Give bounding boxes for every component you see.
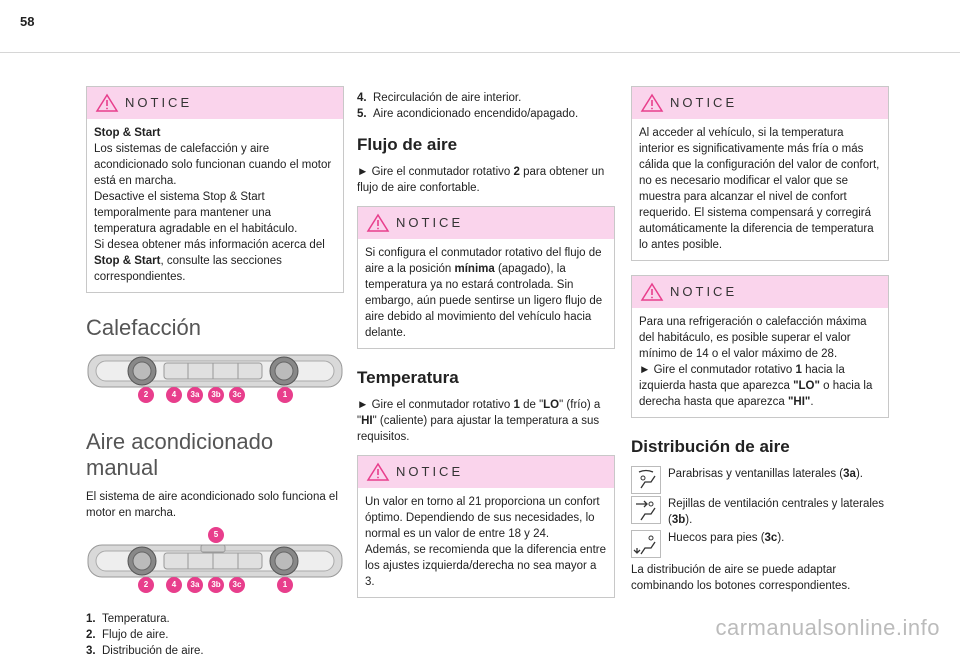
warning-icon [95, 93, 119, 113]
notice-stop-start: NOTICE Stop & Start Los sistemas de calefacción y aire acondicionado solo funcionan cuando el motor está en marcha. Desactive el sistema Stop & Start temporalmente para mantener una temperatura agradable en el habitáculo. Si desea obtener más información acerca del Stop & Start, consulte las secciones correspondientes. [86, 86, 344, 293]
notice-header [632, 276, 888, 308]
list-item: 3. Distribución de aire. [86, 645, 204, 657]
heading-air-flow: Flujo de aire [357, 135, 458, 154]
callout-badge: 5 [208, 527, 224, 543]
page-number: 58 [20, 14, 35, 29]
footwell-airflow-icon [631, 530, 661, 558]
warning-icon [366, 213, 390, 233]
warning-icon [640, 282, 664, 302]
distribution-windscreen: Parabrisas y ventanillas laterales (3a). [631, 466, 889, 494]
notice-label: NOTICE [396, 215, 464, 230]
temp-text: ► Gire el conmutador rotativo 1 de "LO" (frío) a "HI" (caliente) para ajustar la temperatura a sus requisitos. [357, 399, 601, 443]
notice-text: Los sistemas de calefacción y aire acondicionado solo funcionan cuando el motor está en marcha. [94, 143, 332, 187]
callout-badge: 2 [138, 577, 154, 593]
list-item: 5. Aire acondicionado encendido/apagado. [357, 108, 579, 120]
callout-badge: 1 [277, 577, 293, 593]
notice-text: ► Gire el conmutador rotativo 1 hacia la izquierda hasta que aparezca "LO" o hacia la derecha hasta que aparezca "HI". [639, 364, 873, 408]
notice-title: Stop & Start [94, 127, 161, 139]
notice-label: NOTICE [670, 95, 738, 110]
notice-text: Además, se recomienda que la diferencia entre los ajustes izquierda/derecha no sea mayor a 3. [365, 544, 607, 588]
notice-header [358, 207, 614, 239]
distribution-text: La distribución de aire se puede adaptar combinando los botones correspondientes. [631, 564, 851, 592]
header-divider [0, 52, 960, 53]
notice-header [358, 456, 614, 488]
notice-header [87, 87, 343, 119]
control-panel-ac [86, 531, 344, 597]
notice-temperature [357, 455, 615, 598]
callout-row [86, 577, 344, 595]
heading-distribution: Distribución de aire [631, 437, 790, 456]
footer-watermark: carmanualsonline.info [715, 615, 940, 640]
ac-text: El sistema de aire acondicionado solo funciona el motor en marcha. [86, 491, 338, 519]
warning-icon [640, 93, 664, 113]
notice-text: Si configura el conmutador rotativo del flujo de aire a la posición mínima (apagado), la temperatura ya no estará controlada. Sin embargo, aún puede sentirse un ligero flujo de aire debido al movimiento del vehículo hacia delante. [365, 247, 603, 339]
callout-badge: 3a [187, 387, 203, 403]
windscreen-airflow-icon [631, 466, 661, 494]
notice-max [631, 275, 889, 418]
notice-text: Para una refrigeración o calefacción máxima del habitáculo, es posible superar el valor mínimo de 14 o el valor máximo de 28. [639, 316, 867, 360]
list-item: 1. Temperatura. [86, 613, 170, 625]
callout-badge: 4 [166, 577, 182, 593]
notice-label: NOTICE [125, 95, 193, 110]
face-vents-airflow-icon [631, 496, 661, 524]
list-item: 2. Flujo de aire. [86, 629, 169, 641]
heading-temperature: Temperatura [357, 368, 459, 387]
warning-icon [366, 462, 390, 482]
notice-text: Desactive el sistema Stop & Start temporalmente para mantener una temperatura agradable en el habitáculo. [94, 191, 298, 235]
heading-heating: Calefacción [86, 315, 201, 340]
callout-badge: 3b [208, 577, 224, 593]
notice-text: Al acceder al vehículo, si la temperatura interior es significativamente más fría o más cálida que la configuración del valor de confort, no es necesario modificar el valor que se muestra para alcanzar el nivel de confort requerido. El sistema compensará y corregirá automáticamente la diferencia de temperatura lo antes posible. [639, 127, 880, 251]
callout-badge: 3c [229, 387, 245, 403]
notice-label: NOTICE [396, 464, 464, 479]
column-1 [86, 86, 344, 659]
notice-header [632, 87, 888, 119]
callout-badge: 4 [166, 387, 182, 403]
notice-air-flow [357, 206, 615, 349]
legend-list [357, 90, 615, 122]
callout-badge: 3c [229, 577, 245, 593]
callout-row [86, 387, 344, 405]
notice-label: NOTICE [670, 284, 738, 299]
flow-text: ► Gire el conmutador rotativo 2 para obtener un flujo de aire confortable. [357, 166, 605, 194]
notice-comfort [631, 86, 889, 261]
callout-badge: 2 [138, 387, 154, 403]
list-item: 4. Recirculación de aire interior. [357, 92, 522, 104]
callout-badge: 3a [187, 577, 203, 593]
distribution-vents: Rejillas de ventilación centrales y laterales (3b). [631, 496, 889, 528]
callout-badge: 3b [208, 387, 224, 403]
callout-badge: 1 [277, 387, 293, 403]
distribution-feet: Huecos para pies (3c). [631, 530, 889, 558]
heading-ac: Aire acondicionado manual [86, 429, 274, 480]
legend-list [86, 611, 344, 659]
control-panel-heating [86, 349, 344, 407]
column-3 [631, 86, 889, 594]
notice-text: Un valor en torno al 21 proporciona un confort óptimo. Dependiendo de sus necesidades, lo normal es un valor de entre 18 y 24. [365, 496, 600, 540]
column-2 [357, 86, 615, 612]
